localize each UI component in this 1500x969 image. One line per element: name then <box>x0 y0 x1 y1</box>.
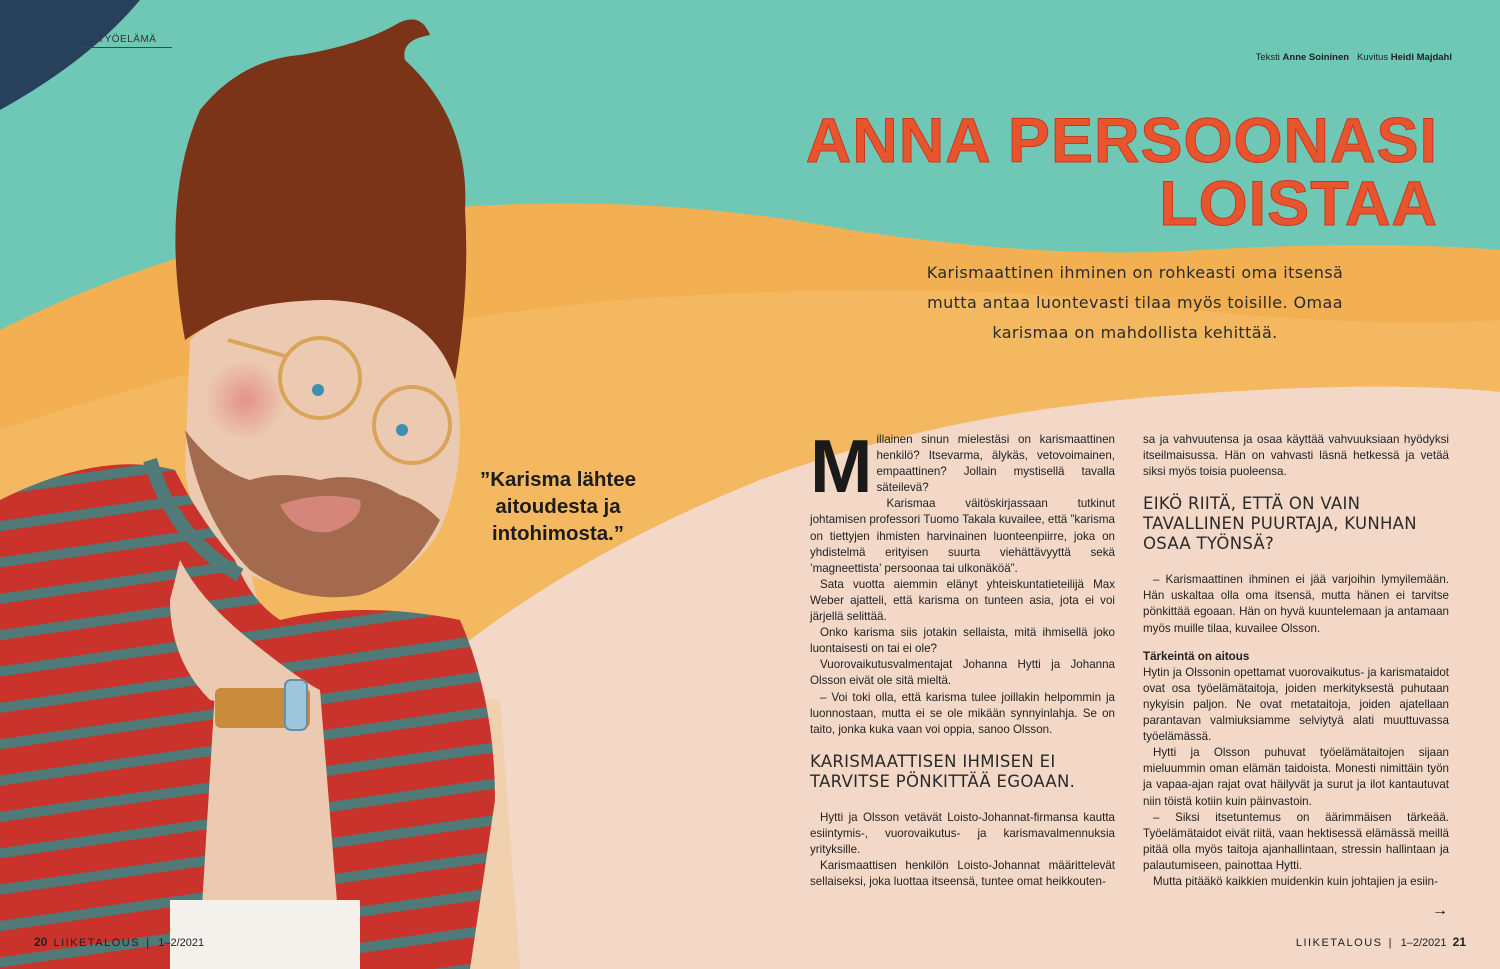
section-rule <box>82 47 172 48</box>
drop-cap: M <box>810 424 873 508</box>
continue-arrow-icon: → <box>1432 902 1448 919</box>
body-paragraph: – Karismaattinen ihminen ei jää varjoihin lymyilemään. Hän uskaltaa olla oma itsensä, mutta hänen ei tarvitse pönkittää egoaan. Hän on hyvä kuuntelemaan ja antamaan myös muille tilaa, kuvailee Olsson. <box>1143 573 1449 635</box>
text-label: Teksti <box>1255 52 1280 63</box>
body-paragraph: Karismaa väitöskirjassaan tutkinut johtamisen professori Tuomo Takala kuvailee, että ”karisma on tiettyjen ihmisten harvinainen luonteenpiirre, joka on yhdistelmä erityisen suurta viehättävyyttä sekä ’magneettista’ persoonaa tai ulkonäköä”. <box>810 497 1115 575</box>
body-column-1 <box>810 424 1115 890</box>
body-paragraph: – Siksi itsetuntemus on äärimmäisen tärkeää. Työelämätaidot eivät riitä, vaan hektisessä elämässä meillä pitää olla myös taitoja ajanhallintaan, stressin hallintaan ja palautumiseen, painottaa Hytti. <box>1143 810 1449 872</box>
watch-face <box>285 680 307 730</box>
body-paragraph: – Voi toki olla, että karisma tulee joillakin helpommin ja luonnostaan, mutta ei se ole mikään synnyinlahja. Se on taito, jonka kuka vaan voi oppia, sanoo Olsson. <box>810 690 1115 736</box>
body-paragraph: illainen sinun mielestäsi on karismaattinen henkilö? Itsevarma, älykäs, vetovoimainen, empaattinen? Jollain mystisellä tavalla säteilevä? <box>876 433 1115 495</box>
body-paragraph: Karismaattisen henkilön Loisto-Johannat määrittelevät sellaiseksi, joka luottaa itseensä, tuntee omat heikkouten- <box>810 859 1115 889</box>
headline <box>738 106 1438 239</box>
issue-number: 1–2/2021 <box>158 937 205 949</box>
folio-right: LIIKETALOUS | 1–2/2021 21 <box>1295 935 1466 949</box>
body-paragraph: Sata vuotta aiemmin elänyt yhteiskuntatieteilijä Max Weber ajatteli, että karisma on tunteen asia, jota ei voi järjellä selittää. <box>810 577 1115 624</box>
magazine-name: LIIKETALOUS <box>1295 937 1383 949</box>
issue-number: 1–2/2021 <box>1400 937 1447 949</box>
subheading: EIKÖ RIITÄ, ETTÄ ON VAIN TAVALLINEN PUURTAJA, KUNHAN OSAA TYÖNSÄ? <box>1143 494 1417 554</box>
pull-quote: ”Karisma lähtee aitoudesta ja intohimosta.” <box>479 468 637 545</box>
eye-left <box>312 384 324 396</box>
page-number: 20 <box>34 935 48 949</box>
body-paragraph: Hytin ja Olssonin opettamat vuorovaikutus- ja karismataidot ovat osa työelämätaitoja, joiden merkityksestä puhutaan nykyisin paljon. Ne ovat metataitoja, joiden ajatellaan parantavan valmiuksiamme selviytyä alati muuttuvassa työelämässä. <box>1143 665 1449 744</box>
cheek-blush <box>205 360 285 440</box>
illustration-label: Kuvitus <box>1356 52 1389 63</box>
lead-paragraph: Karismaattinen ihminen on rohkeasti oma itsensä mutta antaa luontevasti tilaa myös toisille. Omaa karismaa on mahdollista kehittää. <box>926 263 1344 342</box>
body-paragraph: Hytti ja Olsson puhuvat työelämätaitojen sijaan mieluummin oman elämän taidoista. Monesti nimittäin työn ja vapaa-ajan rajat ovat häilyvät ja surut ja ilot kantautuvat niin töistä kotiin kuin päinvastoin. <box>1143 746 1449 808</box>
minor-heading: Tärkeintä on aitous <box>1143 649 1250 663</box>
headline-line-1: ANNA PERSOONASI <box>805 106 1438 176</box>
magazine-name: LIIKETALOUS <box>53 937 141 949</box>
body-paragraph: Onko karisma siis jotakin sellaista, mitä ihmisellä joko luontaisesti on tai ei ole? <box>810 626 1115 656</box>
page-number: 21 <box>1452 935 1466 949</box>
body-column-2 <box>1143 432 1449 890</box>
illustration-author: Heidi Majdahl <box>1390 52 1452 63</box>
text-author: Anne Soininen <box>1282 52 1350 63</box>
body-paragraph: sa ja vahvuutensa ja osaa käyttää vahvuuksiaan hyödyksi itseilmaisussa. Hän on vahvasti läsnä hetkessä ja vetää siksi myös toisia puoleensa. <box>1143 433 1449 479</box>
byline <box>1256 52 1452 63</box>
body-paragraph: Mutta pitääkö kaikkien muidenkin kuin johtajien ja esiin- <box>1153 874 1438 888</box>
subheading: KARISMAATTISEN IHMISEN EI TARVITSE PÖNKITTÄÄ EGOAAN. <box>810 751 1076 791</box>
eye-right <box>396 424 408 436</box>
headline-line-2: LOISTAA <box>1159 169 1438 239</box>
section-tag: TYÖELÄMÄ <box>98 34 157 45</box>
body-paragraph: Hytti ja Olsson vetävät Loisto-Johannat-firmansa kautta esiintymis-, vuorovaikutus- ja karismavalmennuksia yrityksille. <box>810 810 1115 856</box>
folio-left: 20 LIIKETALOUS | 1–2/2021 <box>34 935 205 949</box>
body-paragraph: Vuorovaikutusvalmentajat Johanna Hytti ja Johanna Olsson eivät ole sitä mieltä. <box>810 658 1115 688</box>
